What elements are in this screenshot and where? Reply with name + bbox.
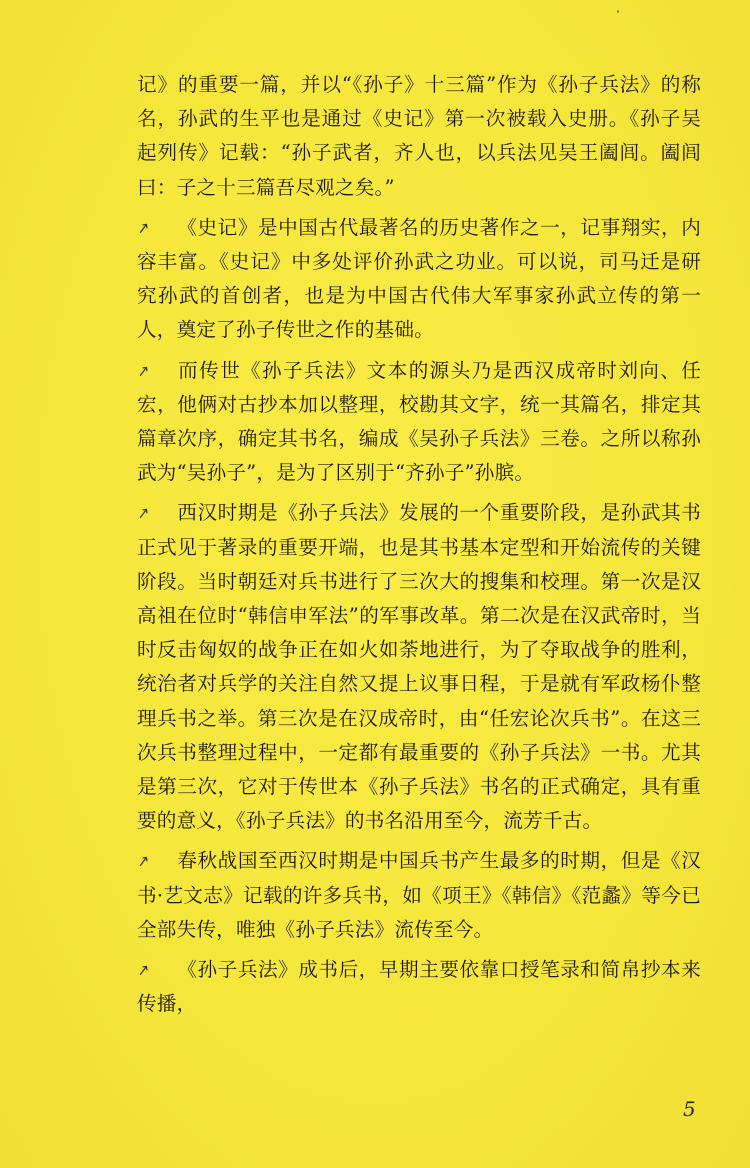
arrow-marker-icon: ↗ (135, 360, 151, 381)
page-number: 5 (683, 1097, 696, 1121)
arrow-marker-icon: ↗ (135, 960, 151, 980)
arrow-marker-icon: ↗ (135, 851, 151, 872)
paragraph-5 (137, 844, 701, 947)
paragraph-text: 《孙子兵法》成书后，早期主要依靠口授笔录和简帛抄本来传播， (137, 958, 701, 1016)
body-text (137, 68, 701, 1027)
paper-speck (617, 10, 619, 13)
paragraph-text: 西汉时期是《孙子兵法》发展的一个重要阶段，是孙武其书正式见于著录的重要开端，也是其书基本定型和开始流传的关键阶段。当时朝廷对兵书进行了三次大的搜集和校理。第一次是汉高祖在位时“韩信申军法”的军事改革。第二次是在汉武帝时，当时反击匈奴的战争正在如火如荼地进行，为了夺取战争的胜利，统治者对兵学的关注自然又提上议事日程，于是就有军政杨仆整理兵书之举。第三次是在汉成帝时，由“任宏论次兵书”。在这三次兵书整理过程中，一定都有最重要的《孙子兵法》一书。尤其是第三次，它对于传世本《孙子兵法》书名的正式确定，具有重要的意义，《孙子兵法》的书名沿用至今，流芳千古。 (137, 501, 701, 833)
paragraph-text: 春秋战国至西汉时期是中国兵书产生最多的时期，但是《汉书·艺文志》记载的许多兵书，如《项王》《韩信》《范蠡》等今已全部失传，唯独《孙子兵法》流传至今。 (137, 849, 701, 941)
paragraph-text: 记》的重要一篇，并以“《孙子》十三篇”作为《孙子兵法》的称名，孙武的生平也是通过《史记》第一次被载入史册。《孙子吴起列传》记载：“孙子武者，齐人也，以兵法见吴王阖闾。阖闾曰：子之十三篇吾尽观之矣。” (137, 73, 701, 199)
paragraph-text: 而传世《孙子兵法》文本的源头乃是西汉成帝时刘向、任宏，他俩对古抄本加以整理，校勘其文字，统一其篇名，排定其篇章次序，确定其书名，编成《吴孙子兵法》三卷。之所以称孙武为“吴孙子”，是为了区别于“齐孙子”孙膑。 (137, 358, 701, 485)
paragraph-3 (137, 354, 701, 491)
paragraph-2 (137, 211, 701, 348)
arrow-marker-icon: ↗ (135, 503, 151, 524)
paragraph-text: 《史记》是中国古代最著名的历史著作之一，记事翔实，内容丰富。《史记》中多处评价孙武之功业。可以说，司马迁是研究孙武的首创者，也是为中国古代伟大军事家孙武立传的第一人，奠定了孙子传世之作的基础。 (137, 215, 701, 342)
paragraph-4 (137, 496, 701, 838)
paragraph-1 (137, 68, 701, 205)
arrow-marker-icon: ↗ (135, 218, 151, 238)
paragraph-6 (137, 953, 701, 1021)
